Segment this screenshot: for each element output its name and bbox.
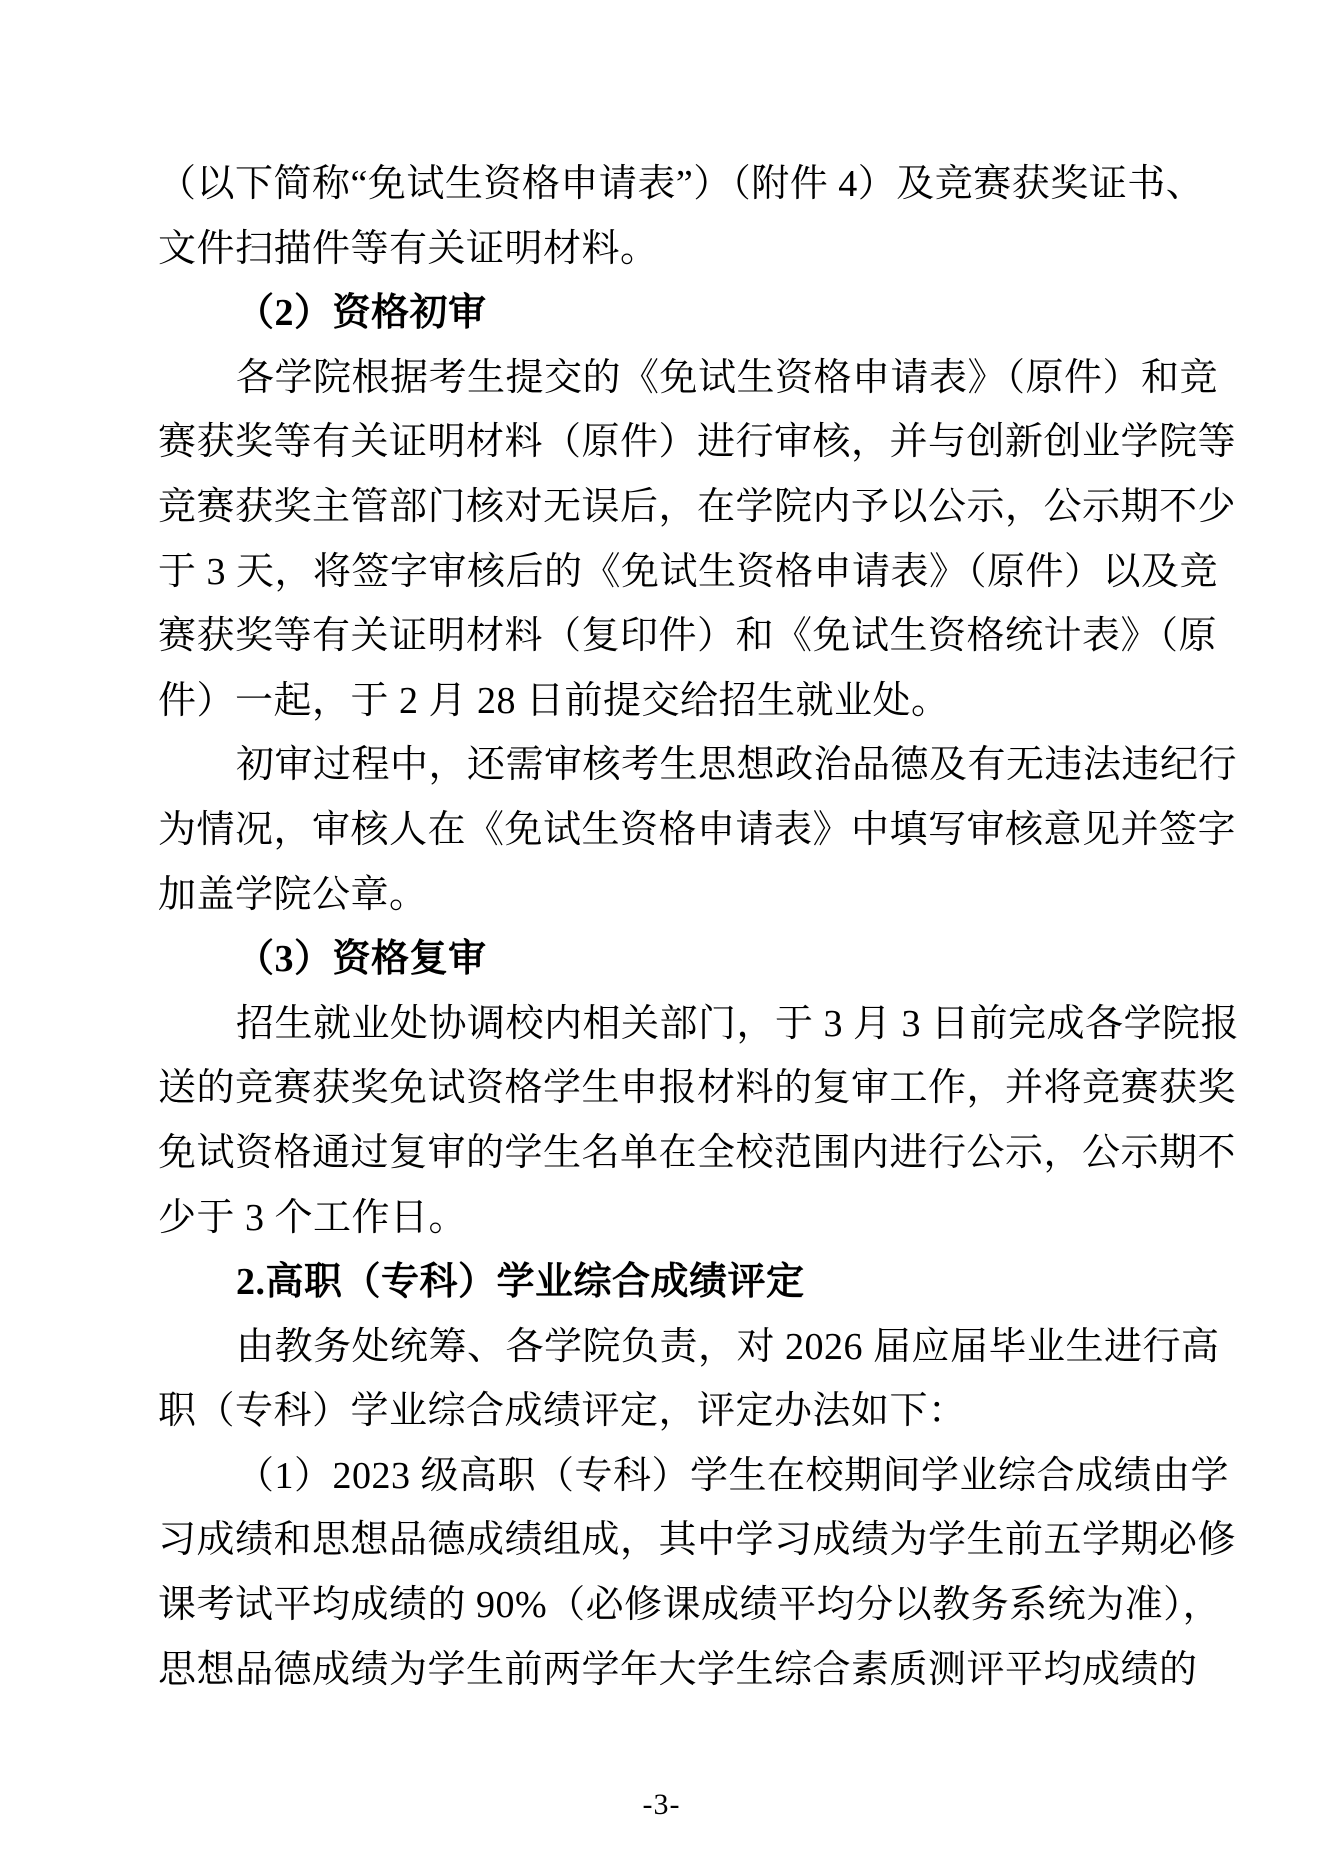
heading-academic-score-evaluation: [158, 1250, 1176, 1315]
text-line: 文件扫描件等有关证明材料。: [158, 227, 659, 270]
text-line: 习成绩和思想品德成绩组成，其中学习成绩为学生前五学期必修: [158, 1519, 1237, 1562]
text-line: 各学院根据考生提交的《免试生资格申请表》（原件）和竞: [236, 356, 1219, 399]
text-line: 于 3 天，将签字审核后的《免试生资格申请表》（原件）以及竞: [158, 550, 1219, 593]
heading-qualification-re-review: [158, 927, 1176, 992]
text-line: 招生就业处协调校内相关部门，于 3 月 3 日前完成各学院报: [236, 1002, 1240, 1045]
text-line: 初审过程中，还需审核考生思想政治品德及有无违法违纪行: [236, 744, 1238, 787]
text-line: 竞赛获奖主管部门核对无误后，在学院内予以公示，公示期不少: [158, 485, 1237, 528]
heading-qualification-initial-review: [158, 281, 1176, 346]
text-line: 课考试平均成绩的 90%（必修课成绩平均分以教务系统为准），: [158, 1584, 1222, 1627]
text-block: [158, 152, 1240, 1702]
section-heading: 2.高职（专科）学业综合成绩评定: [236, 1261, 805, 1304]
text-line: 思想品德成绩为学生前两学年大学生综合素质测评平均成绩的: [158, 1648, 1198, 1691]
text-line: （以下简称“免试生资格申请表”）（附件 4）及竞赛获奖证书、: [158, 163, 1205, 205]
paragraph-initial-review-process: [158, 346, 1237, 734]
text-line: 件）一起，于 2 月 28 日前提交给招生就业处。: [158, 679, 950, 722]
section-heading: （2）资格初审: [236, 292, 487, 335]
paragraph-evaluation-overview: [158, 1315, 1220, 1444]
page-number: -3-: [642, 1788, 681, 1821]
paragraph-initial-review-conduct: [158, 733, 1238, 927]
text-line: 免试资格通过复审的学生名单在全校范围内进行公示，公示期不: [158, 1131, 1237, 1174]
section-heading: （3）资格复审: [236, 938, 487, 981]
text-line: 送的竞赛获奖免试资格学生申报材料的复审工作，并将竞赛获奖: [158, 1067, 1237, 1110]
continuation-paragraph: [158, 152, 1205, 281]
text-line: 少于 3 个工作日。: [158, 1196, 468, 1239]
paragraph-re-review-process: [158, 992, 1240, 1250]
text-line: 赛获奖等有关证明材料（原件）进行审核，并与创新创业学院等: [158, 421, 1237, 464]
text-line: 赛获奖等有关证明材料（复印件）和《免试生资格统计表》（原: [158, 615, 1218, 658]
text-line: 为情况，审核人在《免试生资格申请表》中填写审核意见并签字: [158, 808, 1237, 851]
paragraph-evaluation-method: [158, 1444, 1237, 1702]
text-line: （1）2023 级高职（专科）学生在校期间学业综合成绩由学: [236, 1454, 1230, 1497]
text-line: 由教务处统筹、各学院负责，对 2026 届应届毕业生进行高: [236, 1325, 1220, 1368]
text-line: 职（专科）学业综合成绩评定，评定办法如下：: [158, 1390, 967, 1433]
text-line: 加盖学院公章。: [158, 873, 428, 916]
